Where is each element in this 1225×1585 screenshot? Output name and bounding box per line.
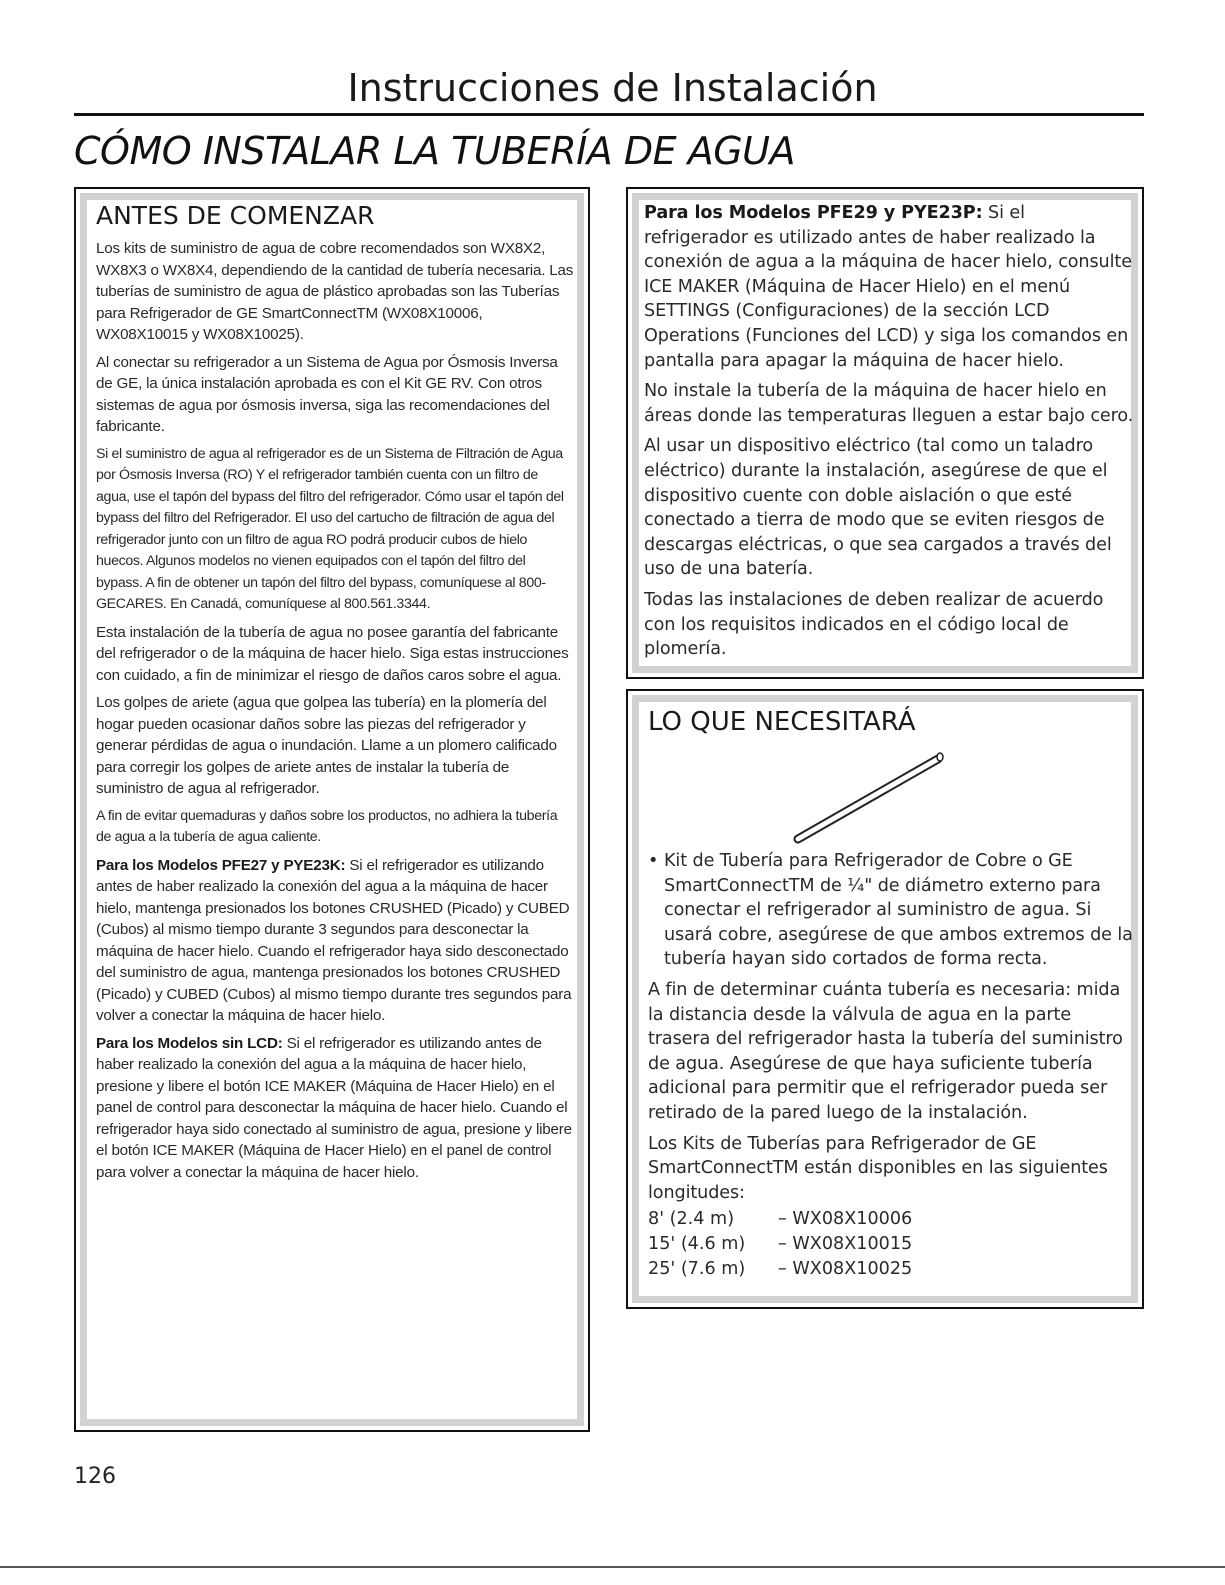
antes-paragraph-1: Los kits de suministro de agua de cobre recomendados son WX8X2, WX8X3 o WX8X4, dependiendo de la cantidad de tubería necesaria. Las tuberías de suministro de agua de plástico aprobadas son las Tuberías para Refrigerador de GE SmartConnectTM (WX08X10006, WX08X10015 y WX08X10025). [96, 240, 574, 343]
right-paragraph-1-text: Si el refrigerador es utilizado antes de haber realizado la conexión de agua a la máquina de hacer hielo, consulte ICE MAKER (Máquina de Hacer Hielo) en el menú SETTINGS (Configuraciones) de la sección LCD Operations (Funciones del LCD) y siga los comandos en pantalla para apagar la máquina de hacer hielo. [644, 203, 1132, 371]
lengths-list [648, 1207, 1134, 1281]
right-paragraph-4: Todas las instalaciones de deben realizar de acuerdo con los requisitos indicados en el código local de plomería. [644, 589, 1104, 660]
antes-paragraph-3: Si el suministro de agua al refrigerador es de un Sistema de Filtración de Agua por Ósmosis Inversa (RO) Y el refrigerador también cuenta con un filtro de agua, use el tapón del bypass del filtro del refrigerador. Cómo usar el tapón del bypass del filtro del Refrigerador. El uso del cartucho de filtración de agua del refrigerador junto con un filtro de agua RO podrá producir cubos de hielo huecos. Algunos modelos no vienen equipados con el tapón del filtro del bypass. A fin de obtener un tapón del filtro del bypass, comuníquese al 800-GECARES. En Canadá, comuníquese al 800.561.3344. [96, 445, 564, 612]
page-number: 126 [74, 1464, 116, 1489]
antes-paragraph-5: Los golpes de ariete (agua que golpea las tubería) en la plomería del hogar pueden ocasionar daños sobre las piezas del refrigerador y generar pérdidas de agua o inundación. Llame a un plomero calificado para corregir los golpes de ariete antes de instalar la tubería de suministro de agua al refrigerador. [96, 694, 557, 797]
models-warning-content [644, 201, 1134, 668]
antes-paragraph-7 [96, 855, 574, 1027]
header-rule [74, 113, 1144, 116]
length-25ft: 25' (7.6 m) [648, 1258, 746, 1279]
antes-de-comenzar-box [74, 187, 590, 1432]
footer-rule [0, 1566, 1225, 1568]
lo-que-necesitara-box [626, 689, 1144, 1309]
model-lead-sin-lcd: Para los Modelos sin LCD: [96, 1034, 283, 1052]
section-title: CÓMO INSTALAR LA TUBERÍA DE AGUA [74, 129, 795, 173]
bullet-dot: • [648, 851, 659, 871]
necesitara-paragraph-1: A fin de determinar cuánta tubería es necesaria: mida la distancia desde la válvula de agua en la parte trasera del refrigerador hasta la tubería del suministro de agua. Asegúrese de que haya suficiente tubería adicional para permitir que el refrigerador pueda ser retirado de la pared luego de la instalación. [648, 979, 1123, 1123]
length-15ft: 15' (4.6 m) [648, 1233, 746, 1254]
necesitara-paragraph-2: Los Kits de Tuberías para Refrigerador de GE SmartConnectTM están disponibles en las siguientes longitudes: [648, 1133, 1108, 1203]
tubing-kit-text: Kit de Tubería para Refrigerador de Cobre o GE SmartConnectTM de ¼" de diámetro externo para conectar el refrigerador al suministro de agua. Si usará cobre, asegúrese de que ambos extremos de la tubería hayan sido cortados de forma recta. [664, 851, 1133, 970]
right-paragraph-1 [644, 201, 1134, 373]
antes-paragraph-8-text: Si el refrigerador es utilizando antes de haber realizado la conexión del agua a la máquina de hacer hielo, presione y libere el botón ICE MAKER (Máquina de Hacer Hielo) en el panel de control para desconectar la máquina de hacer hielo. Cuando el refrigerador haya sido conectado al suministro de agua, presione y libere el botón ICE MAKER (Máquina de Hacer Hielo) en el panel de control para volver a conectar la máquina de hacer hielo. [96, 1034, 572, 1181]
tubing-illustration [648, 739, 1134, 849]
antes-paragraph-7-text: Si el refrigerador es utilizando antes de haber realizado la conexión del agua a la máquina de hacer hielo, mantenga presionados los botones CRUSHED (Picado) y CUBED (Cubos) al mismo tiempo durante 3 segundos para desconectar la máquina de hacer hielo. Cuando el refrigerador haya sido desconectado del suministro de agua, mantenga presionados los botones CRUSHED (Picado) y CUBED (Cubos) al mismo tiempo durante tres segundos para volver a conectar la máquina de hacer hielo. [96, 856, 572, 1024]
necesitara-content [648, 707, 1134, 1281]
part-wx08x10025: – WX08X10025 [778, 1258, 913, 1279]
tubing-kit-bullet [648, 849, 1134, 972]
model-lead-pfe29: Para los Modelos PFE29 y PYE23P: [644, 203, 983, 223]
antes-paragraph-6: A fin de evitar quemaduras y daños sobre los productos, no adhiera la tubería de agua a la tubería de agua caliente. [96, 807, 558, 845]
antes-paragraph-4: Esta instalación de la tubería de agua no posee garantía del fabricante del refrigerador o de la máquina de hacer hielo. Siga estas instrucciones con cuidado, a fin de minimizar el riesgo de daños caros sobre el agua. [96, 623, 569, 684]
antes-paragraph-8 [96, 1033, 574, 1184]
part-wx08x10015: – WX08X10015 [778, 1233, 913, 1254]
page-header-title: Instrucciones de Instalación [347, 66, 878, 110]
part-wx08x10006: – WX08X10006 [778, 1209, 913, 1230]
right-paragraph-3: Al usar un dispositivo eléctrico (tal como un taladro eléctrico) durante la instalación, asegúrese de que el dispositivo cuente con doble aislación o que esté conectado a tierra de modo que se eviten riesgos de descargas eléctricas, o que sea cargados a través del uso de una batería. [644, 436, 1112, 580]
right-paragraph-2: No instale la tubería de la máquina de hacer hielo en áreas donde las temperaturas lleguen a estar bajo cero. [644, 381, 1134, 426]
models-warning-box [626, 187, 1144, 679]
length-8ft: 8' (2.4 m) [648, 1209, 735, 1230]
antes-content [96, 201, 574, 1189]
model-lead-pfe27: Para los Modelos PFE27 y PYE23K: [96, 856, 346, 874]
necesitara-heading: LO QUE NECESITARÁ [648, 707, 916, 737]
antes-heading: ANTES DE COMENZAR [96, 201, 375, 230]
antes-paragraph-2: Al conectar su refrigerador a un Sistema de Agua por Ósmosis Inversa de GE, la única instalación aprobada es con el Kit GE RV. Con otros sistemas de agua por ósmosis inversa, siga las recomendaciones del fabricante. [96, 353, 558, 435]
copper-tubing-image [648, 739, 1134, 849]
